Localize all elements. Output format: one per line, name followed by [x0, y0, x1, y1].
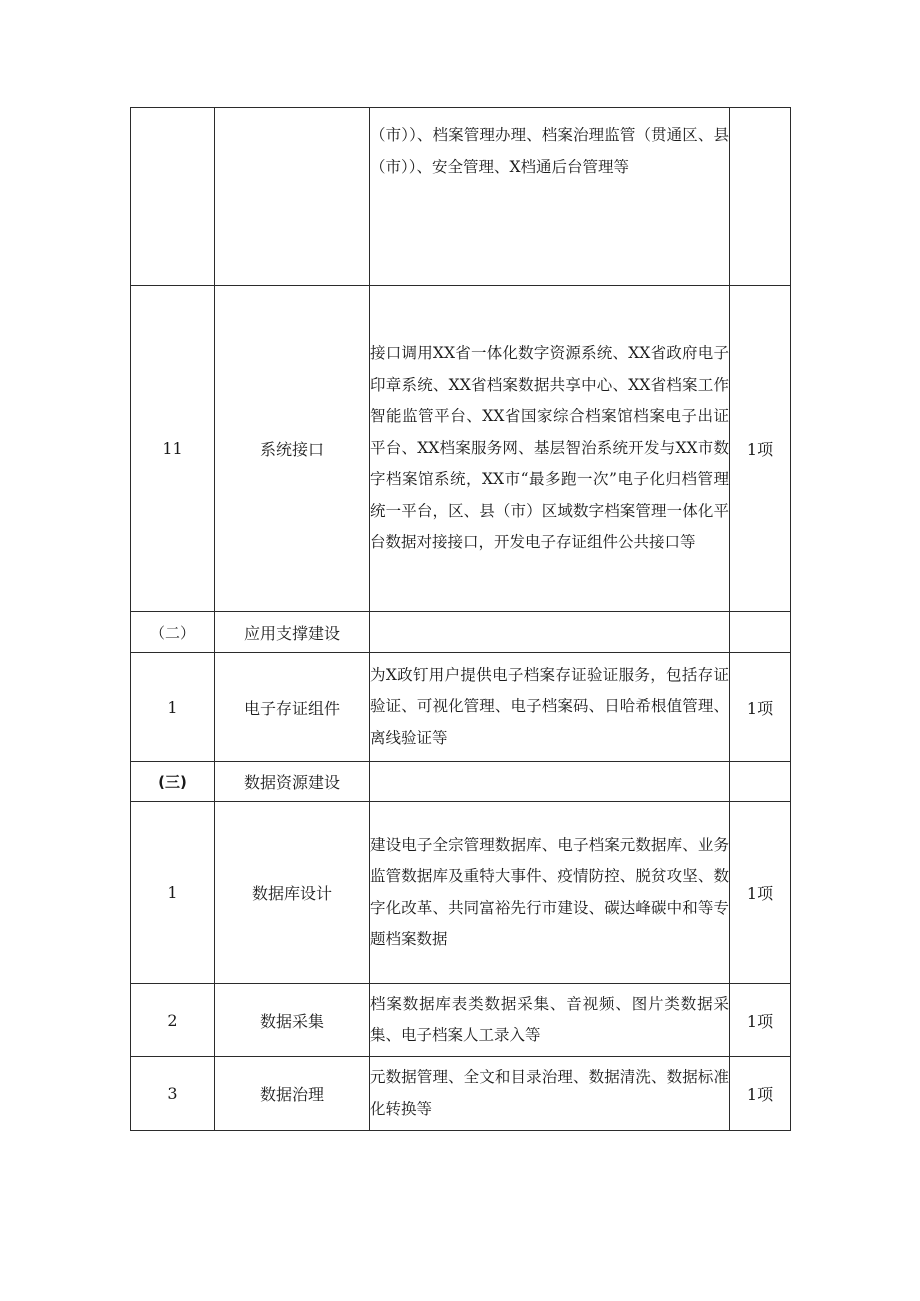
row-description: [370, 108, 730, 286]
section-number: （二）: [131, 612, 215, 653]
row-number: [131, 108, 215, 286]
section-title: 数据资源建设: [215, 762, 370, 802]
row-number: 1: [131, 802, 215, 984]
section-empty-cell: [370, 612, 730, 653]
row-description: 接口调用XX省一体化数字资源系统、XX省政府电子印章系统、XX省档案数据共享中心、XX省档案工作智能监管平台、XX省国家综合档案馆档案电子出证平台、XX档案服务网、基层智治系统开发与XX市数字档案馆系统，XX市“最多跑一次”电子化归档管理统一平台，区、县（市）区域数字档案管理一体化平台数据对接接口，开发电子存证组件公共接口等: [370, 286, 730, 612]
row-description: 建设电子全宗管理数据库、电子档案元数据库、业务监管数据库及重特大事件、疫情防控、脱贫攻坚、数字化改革、共同富裕先行市建设、碳达峰碳中和等专题档案数据: [370, 802, 730, 984]
section-number: (三): [131, 762, 215, 802]
row-name: 系统接口: [215, 286, 370, 612]
row-quantity: 1项: [730, 653, 791, 762]
row-name: 数据治理: [215, 1057, 370, 1131]
row-name: 数据库设计: [215, 802, 370, 984]
table-row: [131, 653, 791, 762]
row-quantity: 1项: [730, 984, 791, 1057]
row-description: 为X政钉用户提供电子档案存证验证服务，包括存证验证、可视化管理、电子档案码、日哈希根值管理、离线验证等: [370, 653, 730, 762]
spec-table: [130, 107, 791, 1131]
row-description: 档案数据库表类数据采集、音视频、图片类数据采集、电子档案人工录入等: [370, 984, 730, 1057]
row-quantity: [730, 108, 791, 286]
section-title: 应用支撑建设: [215, 612, 370, 653]
row-number: 1: [131, 653, 215, 762]
table-row: [131, 802, 791, 984]
table-row: [131, 108, 791, 286]
section-empty-cell: [730, 612, 791, 653]
row-name: [215, 108, 370, 286]
section-row: [131, 612, 791, 653]
section-empty-cell: [730, 762, 791, 802]
section-empty-cell: [370, 762, 730, 802]
row-description: 元数据管理、全文和目录治理、数据清洗、数据标准化转换等: [370, 1057, 730, 1131]
row-number: 11: [131, 286, 215, 612]
row-quantity: 1项: [730, 286, 791, 612]
row-number: 2: [131, 984, 215, 1057]
section-row: [131, 762, 791, 802]
row-name: 数据采集: [215, 984, 370, 1057]
table-row: [131, 1057, 791, 1131]
table-row: [131, 984, 791, 1057]
table-row: [131, 286, 791, 612]
row-number: 3: [131, 1057, 215, 1131]
row-quantity: 1项: [730, 1057, 791, 1131]
row-name: 电子存证组件: [215, 653, 370, 762]
row-description-text: （市））、档案管理办理、档案治理监管（贯通区、县（市））、安全管理、X档通后台管理等: [370, 126, 729, 176]
row-quantity: 1项: [730, 802, 791, 984]
